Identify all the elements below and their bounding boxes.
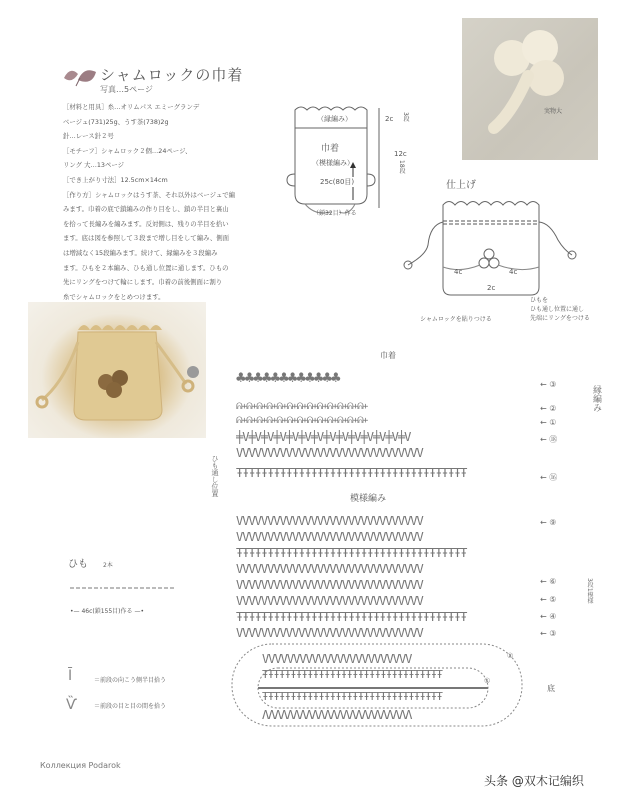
base-chart [228,640,528,730]
stitch-row: ♣♣♣♣♣♣♣♣♣♣♣♣ [236,368,340,387]
cord-note-line: 先端にリングをつける [530,315,590,322]
stitch-row: ΛΛΛΛΛΛΛΛΛΛΛΛΛΛΛΛΛΛΛΛΛΛΛΛ [262,708,412,722]
bag-photo [28,302,206,438]
stitch-row: ŦŦŦŦŦŦŦŦŦŦŦŦŦŦŦŦŦŦŦŦŦŦŦŦŦŦŦŦŦŦŦŦŦŦŦŦŦ [236,546,467,560]
pattern-label: （模様編み） [312,159,354,167]
cord-note [530,296,590,323]
finish-title: 仕上げ [446,180,476,191]
instruction-line: みます。巾着の底で鎖編みの作り目をし、鎖の半目と裏山 [63,205,229,214]
stitch-row: VVVVVVVVVVVVVVVVVVVVVVVVVVVVVV [236,594,423,608]
row-label: ← ⑯ [540,473,558,482]
body-rows: 18段 [398,160,405,174]
instruction-line: リング 大…13ページ [63,161,125,170]
row-label: ← ⑤ [540,595,557,604]
edge-label: （縁編み） [317,115,352,123]
row-label: ← ① [540,418,557,427]
stitch-row: ŦŦŦŦŦŦŦŦŦŦŦŦŦŦŦŦŦŦŦŦŦŦŦŦŦŦŦŦŦŦŦŦ [262,690,442,703]
bag-label: 巾着 [321,144,340,154]
cord-note-line: ひもを [530,297,549,304]
row-label: ← ⑨ [540,518,557,527]
stitch-row: VVVVVVVVVVVVVVVVVVVVVVVVVVVVVV [236,514,423,528]
stitch-row: ŦŦŦŦŦŦŦŦŦŦŦŦŦŦŦŦŦŦŦŦŦŦŦŦŦŦŦŦŦŦŦŦ [262,668,442,681]
finish-width-left: 4c [454,268,463,276]
cord-position-label: ひも通し位置 [211,455,219,497]
stitch-row: ŦŦŦŦŦŦŦŦŦŦŦŦŦŦŦŦŦŦŦŦŦŦŦŦŦŦŦŦŦŦŦŦŦŦŦŦŦ [236,610,467,624]
stitch-row: ᕱ+ᕱ+ᕱ+ᕱ+ᕱ+ᕱ+ᕱ+ᕱ+ᕱ+ᕱ+ᕱ+ᕱ+ᕱ+ [236,402,368,412]
finish-width-right: 4c [509,268,518,276]
instruction-line: ベージュ(731)25g、うす茶(738)2g [63,117,169,126]
cord-length: •— 46c(鎖155目)作る —• [70,608,144,615]
instruction-line: を拾って長編みを編みます。反対側は、残りの半目を拾い [63,219,229,228]
page-title: シャムロックの巾着 [100,66,244,84]
instruction-line: ［モチーフ］シャムロック２個…24ページ、 [63,146,192,155]
row-label: ← ⑱ [540,435,558,444]
row-label: ← ④ [540,612,557,621]
cord-chain-icon [68,583,178,593]
cord-note-line: ひも通し位置に通し [530,306,585,313]
legend-item: ＝前段の目と目の間を拾う [94,703,167,710]
instruction-line: は増減なく15段編みます。続けて、縁編みを３段編み [63,248,218,257]
between-stitch-icon: Ѷ [66,697,77,713]
stitch-row: ŦŦŦŦŦŦŦŦŦŦŦŦŦŦŦŦŦŦŦŦŦŦŦŦŦŦŦŦŦŦŦŦŦŦŦŦŦ [236,466,467,480]
stitch-row: VVVVVVVVVVVVVVVVVVVVVVVVVVVVVV [236,446,423,460]
shamrock-note: シャムロックを貼りつける [420,316,492,323]
stitch-row: VVVVVVVVVVVVVVVVVVVVVVVVVVVVVV [236,626,423,640]
instruction-line: ［材料と用具］糸…オリムパス エミーグランデ [63,103,200,111]
photo-reference: 写真…5ページ [100,85,153,94]
finish-height: 2c [487,284,496,292]
chart-title: 巾着 [380,351,396,360]
body-height: 12c [394,150,407,158]
collection-credit: Коллекция Podarok [40,761,121,770]
row-label: ← ⑥ [540,577,557,586]
instruction-line: ます。ひもを２本編み、ひも通し位置に通します。ひもの [63,263,229,272]
cord-count: 2本 [103,562,113,569]
chain-label: （鎖32目）作る [313,210,357,217]
edging-label: 縁編み [591,385,601,412]
stitch-row: VVVVVVVVVVVVVVVVVVVVVVVVVVVVVV [236,530,423,544]
row-label: ← ③ [540,380,557,389]
stitch-row: ᕱ+ᕱ+ᕱ+ᕱ+ᕱ+ᕱ+ᕱ+ᕱ+ᕱ+ᕱ+ᕱ+ᕱ+ᕱ+ [236,416,368,426]
stitch-row: VVVVVVVVVVVVVVVVVVVVVVVVVVVVVV [236,562,423,576]
pattern-stitch-label: 模様編み [350,491,386,504]
stitch-row: ╪V╪V╪V╪V╪V╪V╪V╪V╪V╪V╪V╪V╪V╪V [236,430,411,444]
leaf-icon [62,66,98,88]
back-loop-stitch-icon: Ī [68,668,73,684]
repeat-label: 3段1模様 [586,578,593,604]
instruction-line: ［作り方］シャムロックはうす茶、それ以外はベージュで編 [63,190,236,199]
instructions [63,100,238,304]
base-label: 底 [547,684,555,693]
row-label: ← ② [540,404,557,413]
row-label: ← ③ [540,629,557,638]
instruction-line: 針…レース針２号 [63,132,114,141]
base-row-label: ② [507,652,514,660]
stitch-row: VVVVVVVVVVVVVVVVVVVVVVVVVVVVVV [236,578,423,592]
watermark: 头条 @双木记编织 [484,774,584,788]
edge-height: 2c [385,115,394,123]
instruction-line: ［でき上がり寸法］12.5cm×14cm [63,175,168,184]
base-row-label: ① [484,677,491,685]
legend-item: ＝前段の向こう側半目拾う [94,677,167,684]
shamrock-photo [462,18,598,160]
instruction-line: ます。底は図を参照して３段まで増し目をして編み、側面 [63,234,230,243]
instruction-line: 糸でシャムロックをとめつけます。 [63,292,165,301]
stitch-row: VVVVVVVVVVVVVVVVVVVVVVVV [262,652,412,666]
edge-rows: 3段 [402,112,409,122]
instruction-line: 先にリングをつけて輪にします。巾着の前後側面に割り [63,278,223,287]
photo-caption: 実物大 [544,108,563,115]
cord-title: ひも [68,559,88,570]
width-label: 25c(80目) [320,178,355,186]
